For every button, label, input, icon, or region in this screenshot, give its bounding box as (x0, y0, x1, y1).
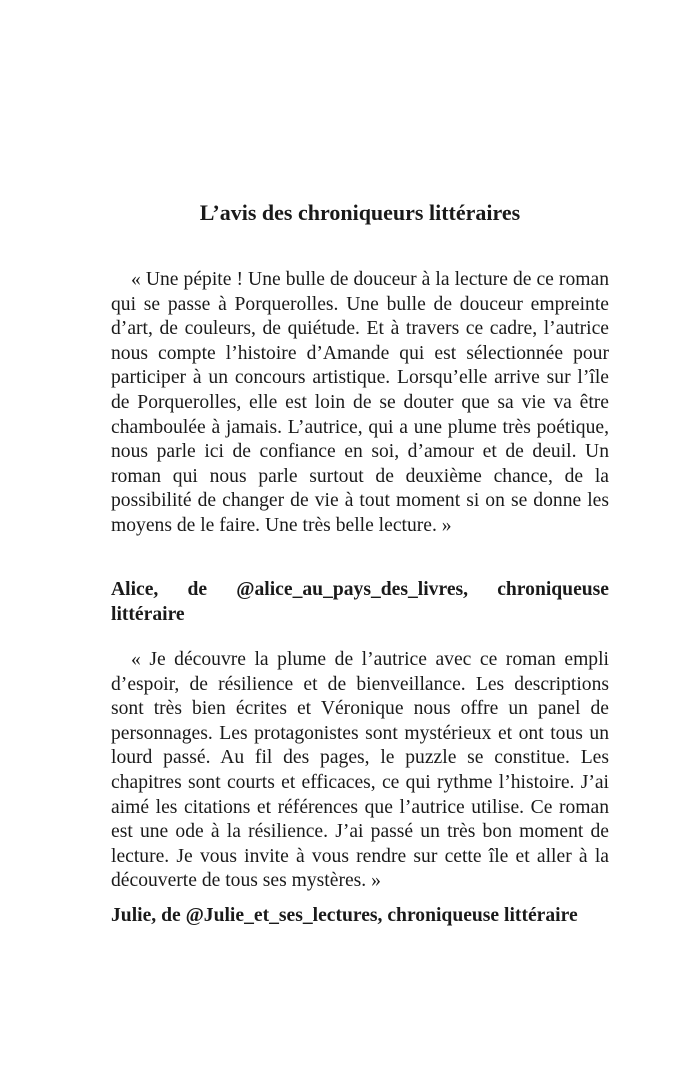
review-text-1: « Une pépite ! Une bulle de douceur à la lecture de ce roman qui se passe à Porquerolles. Une bulle de douceur empreinte d’art, de couleurs, de quiétude. Et à travers ce cadre, l’autrice nous compte l’histoire d’Amande qui est sélectionnée pour participer à un concours artistique. Lorsqu’elle arrive sur l’île de Porquerolles, elle est loin de se douter que sa vie va être chamboulée à jamais. L’autrice, qui a une plume très poétique, nous parle ici de confiance en soi, d’amour et de deuil. Un roman qui nous parle surtout de deuxième chance, de la possibilité de changer de vie à tout moment si on se donne les moyens de le faire. Une très belle lecture. » (111, 269, 609, 536)
page-title: L’avis des chroniqueurs littéraires (199, 200, 521, 225)
review-author-2: Julie, de @Julie_et_ses_lectures, chroniqueuse littéraire (111, 905, 578, 926)
review-author-1: Alice, de @alice_au_pays_des_livres, chroniqueuse littéraire (111, 579, 609, 625)
review-text-2: « Je découvre la plume de l’autrice avec ce roman empli d’espoir, de résilience et de bienveillance. Les descriptions sont très bien écrites et Véronique nous offre un panel de personnages. Les protagonistes sont mystérieux et ont tous un lourd passé. Au fil des pages, le puzzle se constitue. Les chapitres sont courts et efficaces, ce qui rythme l’histoire. J’ai aimé les citations et références que l’autrice utilise. Ce roman est une ode à la résilience. J’ai passé un très bon moment de lecture. Je vous invite à vous rendre sur cette île et aller à la découverte de tous ses mystères. » (111, 649, 609, 892)
